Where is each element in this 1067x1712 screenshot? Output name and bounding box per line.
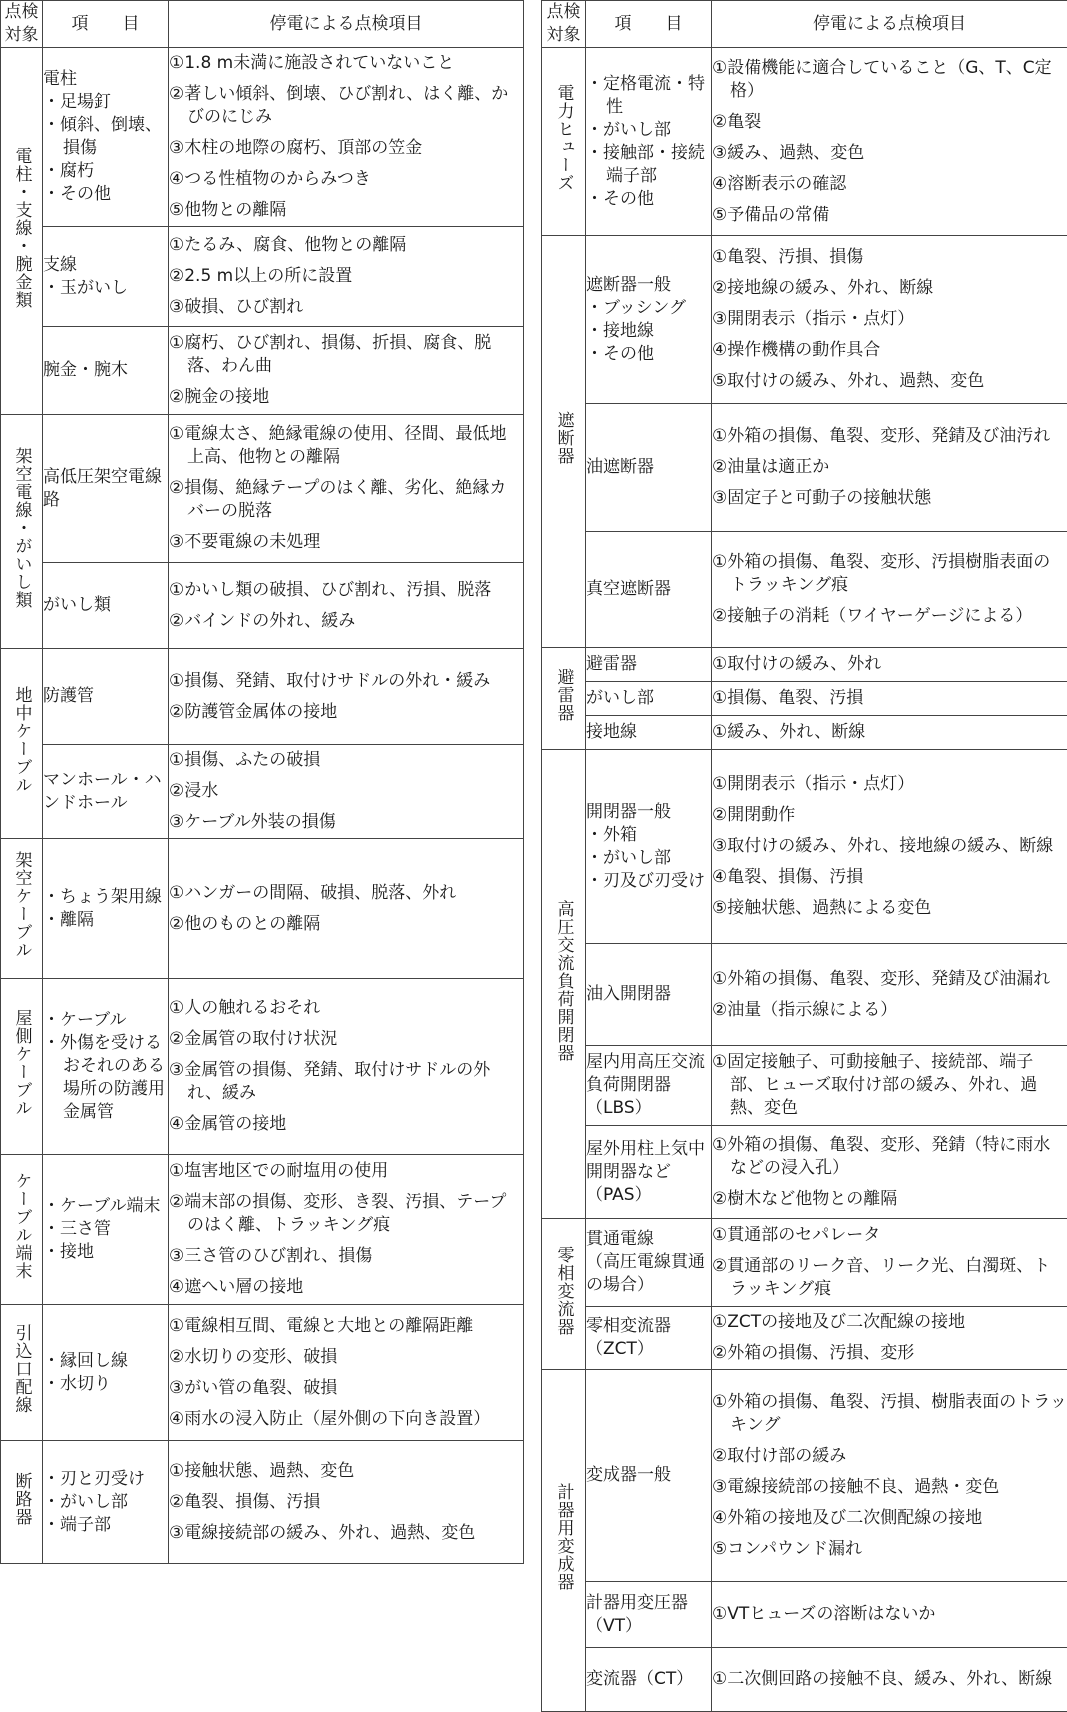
- inspection-item-cell: [586, 716, 712, 750]
- inspection-item-line: 防護管: [43, 685, 168, 708]
- inspection-item-cell: [43, 327, 169, 415]
- inspection-item-line: ・がいし部: [586, 847, 711, 870]
- check-item: ①VTヒューズの溶断はないか: [712, 1599, 1067, 1630]
- inspection-item-line: ・接地線: [586, 320, 711, 343]
- check-item: ①二次側回路の接触不良、緩み、外れ、断線: [712, 1664, 1067, 1695]
- inspection-item-cell: [586, 1046, 712, 1126]
- inspection-item-line: 接地線: [586, 721, 711, 744]
- inspection-item-line: ・傾斜、倒壊、損傷: [43, 114, 168, 160]
- inspection-item-line: （高圧電線貫通の場合）: [586, 1251, 711, 1297]
- check-item: ④雨水の浸入防止（屋外側の下向き設置）: [169, 1404, 523, 1435]
- check-item: ①外箱の損傷、亀裂、変形、発錆及び油汚れ: [712, 421, 1067, 452]
- inspection-item-cell: [586, 1582, 712, 1648]
- check-item: ①ハンガーの間隔、破損、脱落、外れ: [169, 878, 523, 909]
- check-items-cell: [712, 236, 1067, 404]
- inspection-item-line: ・がいし部: [43, 1491, 168, 1514]
- header-target: [542, 1, 586, 48]
- check-item: ②水切りの変形、破損: [169, 1342, 523, 1373]
- inspection-item-cell: [586, 1648, 712, 1712]
- check-item: ③固定子と可動子の接触状態: [712, 483, 1067, 514]
- check-item: ⑤接触状態、過熱による変色: [712, 893, 1067, 924]
- inspection-target-cell: [1, 1155, 43, 1305]
- inspection-item-cell: [43, 563, 169, 649]
- check-items-cell: [712, 1648, 1067, 1712]
- inspection-target-cell: [1, 839, 43, 979]
- table-row: [542, 404, 1067, 532]
- inspection-item-line: ・外傷を受けるおそれのある場所の防護用金属管: [43, 1032, 168, 1124]
- check-item: ④溶断表示の確認: [712, 169, 1067, 200]
- check-item: ②油量（指示線による）: [712, 995, 1067, 1026]
- check-items-cell: [169, 415, 524, 563]
- inspection-target: ケーブル端末: [12, 1172, 32, 1280]
- inspection-item-line: ・その他: [586, 343, 711, 366]
- table-row: [542, 1582, 1067, 1648]
- table-row: [1, 227, 524, 327]
- inspection-item-line: 変成器一般: [586, 1464, 711, 1487]
- check-items-cell: [169, 1441, 524, 1564]
- inspection-item-cell: [586, 1370, 712, 1582]
- table-row: [542, 648, 1067, 682]
- inspection-item-line: 変流器（CT）: [586, 1668, 711, 1691]
- table-row: [542, 236, 1067, 404]
- check-item: ①外箱の損傷、亀裂、変形、発錆及び油漏れ: [712, 964, 1067, 995]
- check-item: ①取付けの緩み、外れ: [712, 649, 1067, 680]
- check-item: ②外箱の損傷、汚損、変形: [712, 1338, 1067, 1369]
- inspection-item-line: ・縁回し線: [43, 1350, 168, 1373]
- check-item: ①損傷、ふたの破損: [169, 745, 523, 776]
- inspection-item-line: 避雷器: [586, 653, 711, 676]
- inspection-item-line: 計器用変圧器: [586, 1592, 711, 1615]
- inspection-target: 零相変流器: [554, 1246, 574, 1336]
- table-row: [542, 1648, 1067, 1712]
- header-check: 停電による点検項目: [169, 1, 524, 48]
- inspection-item-line: ・外箱: [586, 824, 711, 847]
- check-item: ②端末部の損傷、変形、き裂、汚損、テープのはく離、トラッキング痕: [169, 1187, 523, 1241]
- check-item: ④外箱の接地及び二次側配線の接地: [712, 1503, 1067, 1534]
- check-items-cell: [169, 563, 524, 649]
- check-item: ③木柱の地際の腐朽、頂部の笠金: [169, 133, 523, 164]
- check-item: ⑤コンパウンド漏れ: [712, 1534, 1067, 1565]
- check-item: ④操作機構の動作具合: [712, 335, 1067, 366]
- inspection-item-cell: [586, 1219, 712, 1307]
- table-row: [1, 1155, 524, 1305]
- table-row: [1, 839, 524, 979]
- check-item: ⑤取付けの緩み、外れ、過熱、変色: [712, 366, 1067, 397]
- check-items-cell: [712, 48, 1067, 236]
- table-row: [1, 1305, 524, 1441]
- header-item: 項 目: [43, 1, 169, 48]
- check-items-cell: [712, 750, 1067, 944]
- check-item: ①外箱の損傷、亀裂、変形、汚損樹脂表面のトラッキング痕: [712, 547, 1067, 601]
- check-item: ③ケーブル外装の損傷: [169, 807, 523, 838]
- inspection-target: 地中ケーブル: [12, 686, 32, 794]
- table-row: [1, 1441, 524, 1564]
- check-item: ②接地線の緩み、外れ、断線: [712, 273, 1067, 304]
- inspection-item-line: 油遮断器: [586, 456, 711, 479]
- check-item: ①外箱の損傷、亀裂、変形、発錆（特に雨水などの浸入孔）: [712, 1130, 1067, 1184]
- table-row: [542, 1219, 1067, 1307]
- check-items-cell: [169, 1305, 524, 1441]
- check-item: ③電線接続部の接触不良、過熱・変色: [712, 1472, 1067, 1503]
- header-target-line: 対象: [542, 24, 585, 47]
- inspection-item-cell: [586, 1307, 712, 1370]
- inspection-item-line: ・腐朽: [43, 160, 168, 183]
- check-items-cell: [712, 404, 1067, 532]
- header-target-line: 点検: [1, 1, 42, 24]
- check-items-cell: [712, 1370, 1067, 1582]
- check-item: ③緩み、過熱、変色: [712, 138, 1067, 169]
- table-row: [542, 532, 1067, 648]
- header-row: [542, 1, 1067, 48]
- check-item: ①亀裂、汚損、損傷: [712, 242, 1067, 273]
- check-item: ①人の触れるおそれ: [169, 993, 523, 1024]
- check-items-cell: [169, 1155, 524, 1305]
- table-row: [1, 48, 524, 227]
- check-items-cell: [712, 944, 1067, 1046]
- inspection-item-line: 零相変流器: [586, 1315, 711, 1338]
- inspection-item-cell: [43, 979, 169, 1155]
- check-item: ③不要電線の未処理: [169, 527, 523, 558]
- check-item: ①たるみ、腐食、他物との離隔: [169, 230, 523, 261]
- table-row: [542, 1046, 1067, 1126]
- inspection-target: 電柱・支線・腕金類: [12, 147, 32, 309]
- inspection-item-line: ・がいし部: [586, 119, 711, 142]
- inspection-item-cell: [586, 944, 712, 1046]
- check-item: ①損傷、亀裂、汚損: [712, 683, 1067, 714]
- inspection-item-line: ・端子部: [43, 1514, 168, 1537]
- check-item: ②貫通部のリーク音、リーク光、白濁斑、トラッキング痕: [712, 1251, 1067, 1305]
- inspection-item-line: ・ケーブル端末: [43, 1195, 168, 1218]
- inspection-item-line: （ZCT）: [586, 1338, 711, 1361]
- check-item: ①電線相互間、電線と大地との離隔距離: [169, 1311, 523, 1342]
- table-row: [1, 979, 524, 1155]
- check-item: ⑤他物との離隔: [169, 195, 523, 226]
- inspection-target-cell: [542, 1219, 586, 1370]
- inspection-item-line: （VT）: [586, 1615, 711, 1638]
- inspection-table-right: [541, 0, 1067, 1712]
- table-row: [542, 944, 1067, 1046]
- inspection-item-cell: [586, 682, 712, 716]
- inspection-item-line: ・刃及び刃受け: [586, 870, 711, 893]
- check-items-cell: [712, 682, 1067, 716]
- inspection-item-cell: [586, 750, 712, 944]
- check-item: ②接触子の消耗（ワイヤーゲージによる）: [712, 601, 1067, 632]
- check-item: ②バインドの外れ、緩み: [169, 606, 523, 637]
- check-item: ①かいし類の破損、ひび割れ、汚損、脱落: [169, 575, 523, 606]
- inspection-table-left: [0, 0, 524, 1564]
- table-row: [542, 716, 1067, 750]
- inspection-item-cell: [586, 1126, 712, 1219]
- inspection-item-line: ・足場釘: [43, 91, 168, 114]
- check-items-cell: [169, 979, 524, 1155]
- check-items-cell: [169, 745, 524, 839]
- inspection-target: 架空電線・がいし類: [12, 447, 32, 609]
- inspection-item-cell: [43, 227, 169, 327]
- check-item: ②亀裂: [712, 107, 1067, 138]
- inspection-item-line: がいし類: [43, 594, 168, 617]
- inspection-item-line: ・玉がいし: [43, 277, 168, 300]
- inspection-item-line: 腕金・腕木: [43, 359, 168, 382]
- inspection-item-cell: [586, 48, 712, 236]
- inspection-item-line: ・離隔: [43, 909, 168, 932]
- inspection-item-line: 油入開閉器: [586, 983, 711, 1006]
- inspection-item-line: ・その他: [43, 183, 168, 206]
- check-item: ③がい管の亀裂、破損: [169, 1373, 523, 1404]
- check-item: ①損傷、発錆、取付けサドルの外れ・緩み: [169, 666, 523, 697]
- check-item: ②2.5 m以上の所に設置: [169, 261, 523, 292]
- inspection-target: 架空ケーブル: [12, 851, 32, 959]
- table-row: [1, 327, 524, 415]
- check-item: ①塩害地区での耐塩用の使用: [169, 1156, 523, 1187]
- table-row: [1, 745, 524, 839]
- inspection-target-cell: [1, 979, 43, 1155]
- inspection-target-cell: [1, 649, 43, 839]
- check-item: ③電線接続部の緩み、外れ、過熱、変色: [169, 1518, 523, 1549]
- inspection-item-cell: [43, 415, 169, 563]
- inspection-item-line: マンホール・ハンドホール: [43, 769, 168, 815]
- check-item: ③金属管の損傷、発錆、取付けサドルの外れ、緩み: [169, 1055, 523, 1109]
- check-item: ①1.8 m未満に施設されていないこと: [169, 48, 523, 79]
- inspection-item-line: 屋内用高圧交流負荷開閉器（LBS）: [586, 1051, 711, 1120]
- inspection-item-line: がいし部: [586, 687, 711, 710]
- table-row: [1, 563, 524, 649]
- inspection-item-cell: [43, 839, 169, 979]
- inspection-target: 引込口配線: [12, 1324, 32, 1414]
- inspection-item-cell: [43, 745, 169, 839]
- check-item: ①接触状態、過熱、変色: [169, 1456, 523, 1487]
- check-items-cell: [169, 48, 524, 227]
- check-item: ③取付けの緩み、外れ、接地線の緩み、断線: [712, 831, 1067, 862]
- inspection-target-cell: [542, 48, 586, 236]
- inspection-item-line: 貫通電線: [586, 1228, 711, 1251]
- check-items-cell: [712, 648, 1067, 682]
- inspection-item-cell: [43, 48, 169, 227]
- inspection-item-cell: [43, 649, 169, 745]
- inspection-target-cell: [1, 48, 43, 415]
- inspection-item-line: 遮断器一般: [586, 274, 711, 297]
- inspection-target-cell: [542, 1370, 586, 1712]
- inspection-item-line: 屋外用柱上気中開閉器など（PAS）: [586, 1138, 711, 1207]
- inspection-target: 計器用変成器: [554, 1483, 574, 1591]
- table-row: [542, 750, 1067, 944]
- check-item: ②開閉動作: [712, 800, 1067, 831]
- header-check: 停電による点検項目: [712, 1, 1067, 48]
- header-item: 項 目: [586, 1, 712, 48]
- inspection-item-cell: [586, 236, 712, 404]
- inspection-target-cell: [1, 1305, 43, 1441]
- inspection-item-cell: [586, 532, 712, 648]
- check-item: ④金属管の接地: [169, 1109, 523, 1140]
- check-item: ①固定接触子、可動接触子、接続部、端子部、ヒューズ取付け部の緩み、外れ、過熱、変色: [712, 1047, 1067, 1124]
- table-row: [542, 48, 1067, 236]
- check-items-cell: [169, 227, 524, 327]
- check-item: ③開閉表示（指示・点灯）: [712, 304, 1067, 335]
- check-item: ②油量は適正か: [712, 452, 1067, 483]
- check-item: ①開閉表示（指示・点灯）: [712, 769, 1067, 800]
- inspection-target: 断路器: [12, 1472, 32, 1526]
- inspection-item-cell: [43, 1441, 169, 1564]
- header-target-line: 対象: [1, 24, 42, 47]
- header-target: [1, 1, 43, 48]
- check-items-cell: [712, 1582, 1067, 1648]
- check-item: ①外箱の損傷、亀裂、汚損、樹脂表面のトラッキング: [712, 1387, 1067, 1441]
- check-item: ④遮へい層の接地: [169, 1272, 523, 1303]
- inspection-item-line: ・ちょう架用線: [43, 886, 168, 909]
- check-item: ②浸水: [169, 776, 523, 807]
- inspection-target-cell: [542, 750, 586, 1219]
- inspection-item-line: 高低圧架空電線路: [43, 466, 168, 512]
- inspection-target: 避雷器: [554, 668, 574, 722]
- table-row: [542, 682, 1067, 716]
- inspection-item-line: ・ケーブル: [43, 1009, 168, 1032]
- check-item: ①腐朽、ひび割れ、損傷、折損、腐食、脱落、わん曲: [169, 328, 523, 382]
- table-row: [1, 415, 524, 563]
- check-item: ①設備機能に適合していること（G、T、C定格）: [712, 53, 1067, 107]
- inspection-item-line: ・三さ管: [43, 1218, 168, 1241]
- check-item: ②腕金の接地: [169, 382, 523, 413]
- check-items-cell: [169, 839, 524, 979]
- inspection-target-cell: [1, 1441, 43, 1564]
- check-item: ③三さ管のひび割れ、損傷: [169, 1241, 523, 1272]
- inspection-target-cell: [542, 648, 586, 750]
- header-target-line: 点検: [542, 1, 585, 24]
- check-item: ①緩み、外れ、断線: [712, 717, 1067, 748]
- check-items-cell: [169, 649, 524, 745]
- header-row: [1, 1, 524, 48]
- inspection-target: 電力ヒューズ: [554, 84, 574, 192]
- inspection-item-line: ・接地: [43, 1241, 168, 1264]
- check-item: ②亀裂、損傷、汚損: [169, 1487, 523, 1518]
- check-item: ①ZCTの接地及び二次配線の接地: [712, 1307, 1067, 1338]
- check-item: ④つる性植物のからみつき: [169, 164, 523, 195]
- check-item: ②損傷、絶縁テープのはく離、劣化、絶縁カバーの脱落: [169, 473, 523, 527]
- table-row: [1, 649, 524, 745]
- check-items-cell: [712, 1126, 1067, 1219]
- inspection-target-cell: [542, 236, 586, 648]
- inspection-item-line: ・その他: [586, 188, 711, 211]
- inspection-item-line: ・水切り: [43, 1373, 168, 1396]
- inspection-item-cell: [43, 1305, 169, 1441]
- check-item: ②防護管金属体の接地: [169, 697, 523, 728]
- check-item: ①電線太さ、絶縁電線の使用、径間、最低地上高、他物との離隔: [169, 419, 523, 473]
- check-items-cell: [712, 1219, 1067, 1307]
- check-item: ⑤予備品の常備: [712, 200, 1067, 231]
- inspection-item-line: 開閉器一般: [586, 801, 711, 824]
- check-items-cell: [712, 716, 1067, 750]
- check-item: ③破損、ひび割れ: [169, 292, 523, 323]
- inspection-item-cell: [586, 404, 712, 532]
- check-item: ②他のものとの離隔: [169, 909, 523, 940]
- inspection-item-line: 真空遮断器: [586, 578, 711, 601]
- inspection-item-line: 支線: [43, 254, 168, 277]
- inspection-target: 遮断器: [554, 411, 574, 465]
- check-item: ②著しい傾斜、倒壊、ひび割れ、はく離、かびのにじみ: [169, 79, 523, 133]
- check-items-cell: [169, 327, 524, 415]
- check-item: ②金属管の取付け状況: [169, 1024, 523, 1055]
- inspection-target: 高圧交流負荷開閉器: [554, 900, 574, 1062]
- inspection-target-cell: [1, 415, 43, 649]
- inspection-item-line: ・定格電流・特性: [586, 73, 711, 119]
- check-items-cell: [712, 532, 1067, 648]
- inspection-item-line: ・接触部・接続端子部: [586, 142, 711, 188]
- inspection-item-line: 電柱: [43, 68, 168, 91]
- check-item: ②取付け部の緩み: [712, 1441, 1067, 1472]
- inspection-item-cell: [586, 648, 712, 682]
- check-items-cell: [712, 1046, 1067, 1126]
- inspection-item-cell: [43, 1155, 169, 1305]
- inspection-item-line: ・刃と刃受け: [43, 1468, 168, 1491]
- check-item: ④亀裂、損傷、汚損: [712, 862, 1067, 893]
- check-item: ②樹木など他物との離隔: [712, 1184, 1067, 1215]
- inspection-target: 屋側ケーブル: [12, 1009, 32, 1117]
- check-items-cell: [712, 1307, 1067, 1370]
- inspection-item-line: ・ブッシング: [586, 297, 711, 320]
- table-row: [542, 1126, 1067, 1219]
- table-row: [542, 1307, 1067, 1370]
- table-row: [542, 1370, 1067, 1582]
- check-item: ①貫通部のセパレータ: [712, 1220, 1067, 1251]
